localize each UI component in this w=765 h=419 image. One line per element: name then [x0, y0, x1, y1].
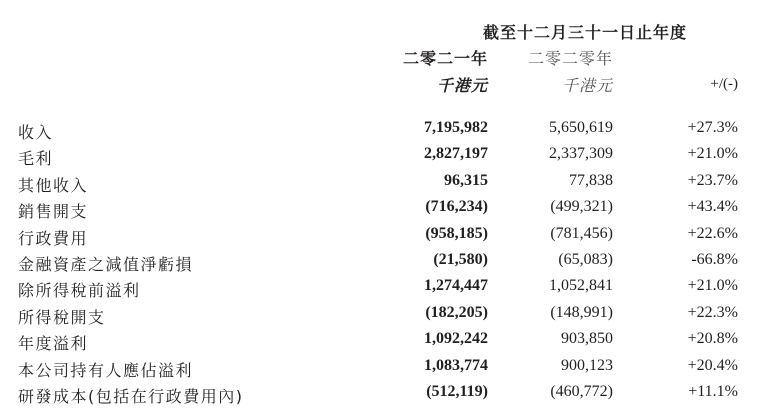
value-change: +27.3% — [687, 119, 738, 136]
value-current: 1,274,447 — [424, 277, 488, 295]
row-label: 金融資產之減值淨虧損 — [18, 254, 194, 274]
row-label: 行政費用 — [18, 228, 89, 248]
row-label: 其他收入 — [18, 175, 89, 195]
value-previous: 903,850 — [561, 330, 613, 348]
value-change: +22.6% — [687, 224, 738, 242]
value-current: (512,119) — [426, 382, 488, 400]
value-change: +21.0% — [687, 277, 738, 295]
row-label: 收入 — [18, 123, 54, 142]
value-previous: (781,456) — [550, 224, 613, 242]
value-previous: 2,337,309 — [549, 145, 613, 163]
value-previous: 5,650,619 — [549, 119, 613, 136]
table-row — [0, 276, 765, 302]
value-change: +20.4% — [687, 356, 738, 374]
year-previous-header: 二零二零年 — [527, 49, 613, 68]
table-row — [0, 329, 765, 355]
row-label: 研發成本(包括在行政費用內) — [18, 386, 244, 406]
value-previous: 1,052,841 — [549, 277, 613, 295]
row-label: 銷售開支 — [18, 202, 89, 222]
value-current: 7,195,982 — [424, 119, 488, 136]
value-previous: (460,772) — [550, 382, 613, 400]
row-label: 本公司持有人應佔溢利 — [18, 360, 194, 380]
table-row — [0, 144, 765, 170]
value-change: +11.1% — [688, 382, 738, 400]
value-previous: (148,991) — [550, 303, 613, 321]
table-row — [0, 382, 765, 408]
value-previous: (499,321) — [550, 198, 613, 216]
value-current: (182,205) — [425, 303, 488, 321]
table-row — [0, 171, 765, 197]
value-current: 96,315 — [444, 171, 488, 189]
value-current: 2,827,197 — [424, 145, 488, 163]
value-current: 1,083,774 — [424, 356, 488, 374]
value-change: +43.4% — [687, 198, 738, 216]
table-row — [0, 303, 765, 329]
value-change: +20.8% — [687, 330, 738, 348]
value-current: (958,185) — [425, 224, 488, 242]
value-previous: 77,838 — [569, 171, 613, 189]
table-row — [0, 118, 765, 144]
row-label: 所得稅開支 — [18, 307, 106, 327]
value-change: -66.8% — [691, 250, 738, 268]
value-current: (21,580) — [433, 250, 488, 268]
value-change: +23.7% — [687, 171, 738, 189]
table-row — [0, 197, 765, 223]
value-previous: 900,123 — [561, 356, 613, 374]
value-previous: (65,083) — [558, 250, 613, 268]
unit-current-header: 千港元 — [436, 76, 488, 95]
table-row — [0, 356, 765, 382]
row-label: 年度溢利 — [18, 334, 89, 354]
year-current-header: 二零二一年 — [402, 49, 488, 68]
change-header: +/(-) — [710, 76, 738, 92]
value-current: (716,234) — [425, 198, 488, 216]
row-label: 除所得稅前溢利 — [18, 281, 141, 301]
financial-summary-table — [0, 118, 765, 408]
value-change: +22.3% — [687, 303, 738, 321]
value-current: 1,092,242 — [424, 330, 488, 348]
value-change: +21.0% — [687, 145, 738, 163]
table-row — [0, 250, 765, 276]
period-heading: 截至十二月三十一日止年度 — [482, 23, 687, 42]
unit-previous-header: 千港元 — [561, 76, 613, 95]
row-label: 毛利 — [18, 149, 54, 169]
table-row — [0, 224, 765, 250]
